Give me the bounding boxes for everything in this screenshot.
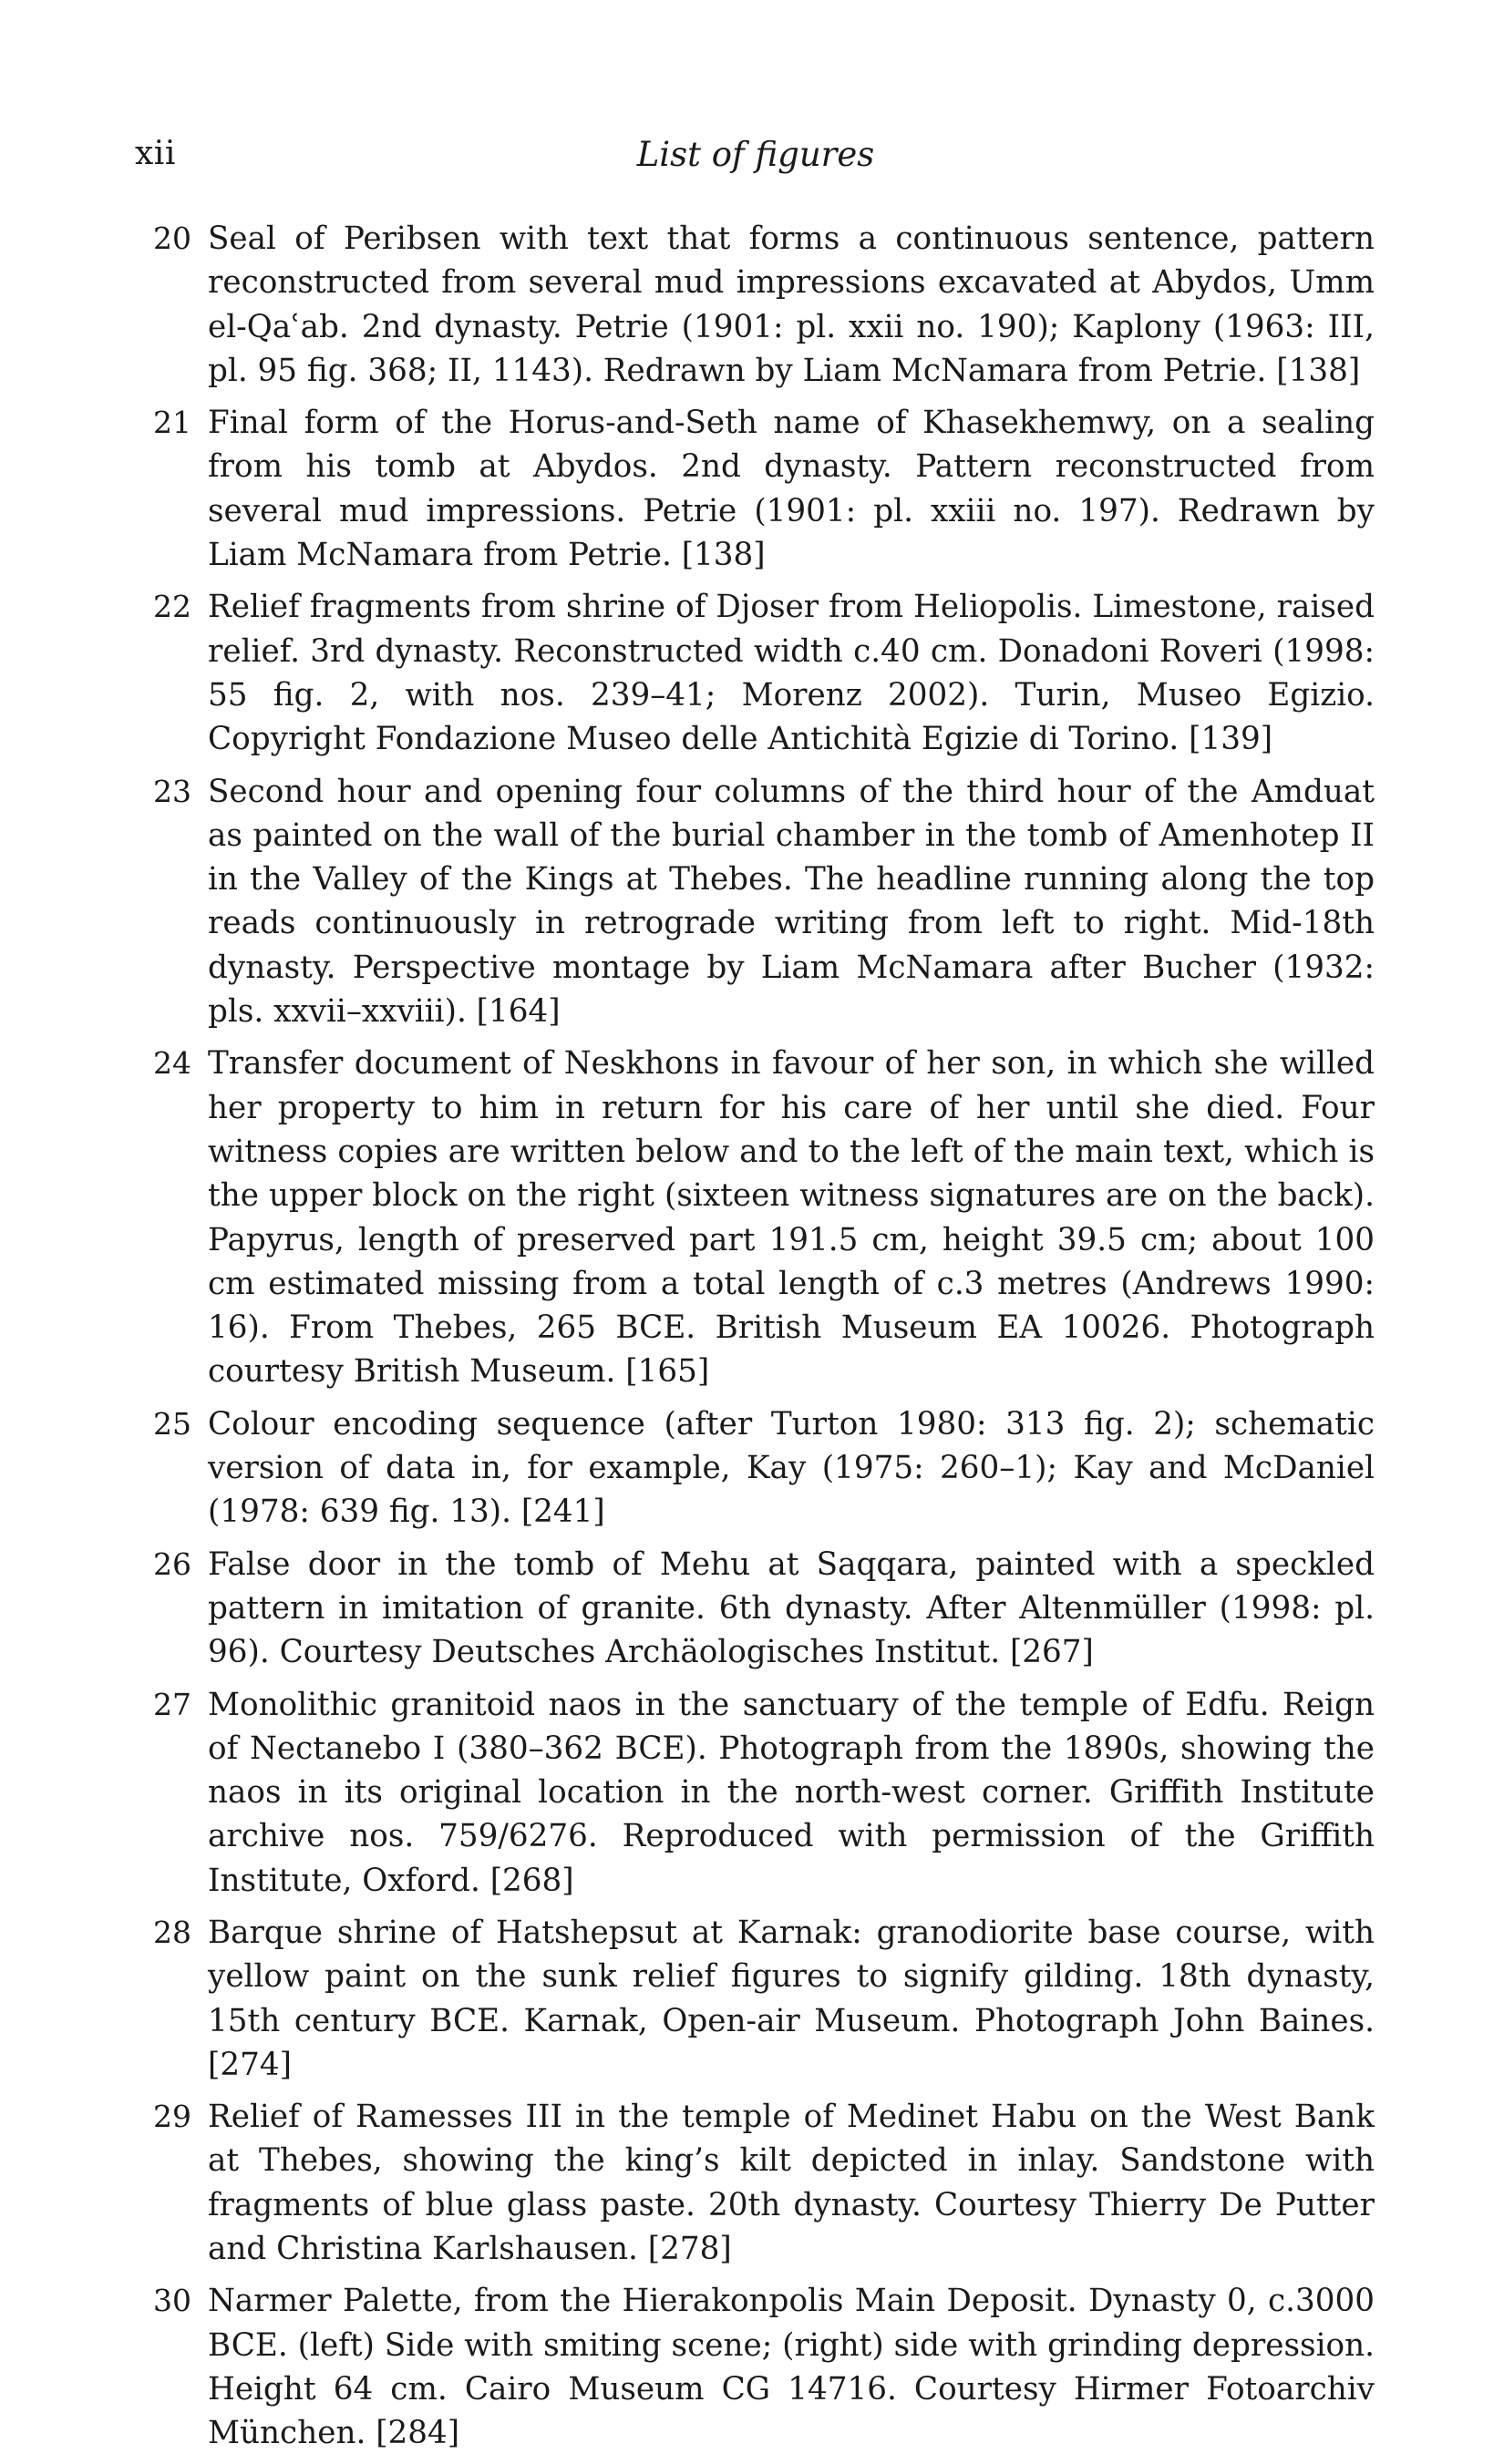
figure-number: 21 [153, 405, 191, 441]
figure-entry-27 [153, 1683, 1375, 1903]
figure-number: 26 [153, 1545, 191, 1582]
figure-number: 20 [153, 221, 191, 256]
figure-number: 25 [153, 1405, 191, 1442]
figure-entry-21 [153, 401, 1375, 577]
figure-number: 29 [153, 2099, 191, 2135]
figure-caption: False door in the tomb of Mehu at Saqqara, painted with a speckled pattern in imitation of granite. 6th dynasty. After Altenmüller (1998: pl. 96). Courtesy Deutsches Archäologisches Institut. [267] [208, 1545, 1375, 1671]
figure-caption: Transfer document of Neskhons in favour of her son, in which she willed her property to him in return for his care of her until she died. Four witness copies are written below and to the left of the main text, which is the upper block on the right (sixteen witness signatures are on the back). Papyrus, length of preserved part 191.5 cm, height 39.5 cm; about 100 cm estimated missing from a total length of c.3 metres (Andrews 1990: 16). From Thebes, 265 BCE. British Museum EA 10026. Photograph courtesy British Museum. [165] [208, 1045, 1375, 1391]
figure-caption: Final form of the Horus-and-Seth name of Khasekhemwy, on a sealing from his tomb at Abydos. 2nd dynasty. Pattern reconstructed from several mud impressions. Petrie (1901: pl. xxiii no. 197). Redrawn by Liam McNamara from Petrie. [138] [208, 405, 1375, 574]
figure-entry-20 [153, 217, 1375, 393]
figure-caption: Relief fragments from shrine of Djoser from Heliopolis. Limestone, raised relief. 3rd dynasty. Reconstructed width c.40 cm. Donadoni Roveri (1998: 55 fig. 2, with nos. 239–41; Morenz 2002). Turin, Museo Egizio. Copyright Fondazione Museo delle Antichità Egizie di Torino. [139] [208, 589, 1375, 758]
figure-caption: Relief of Ramesses III in the temple of Medinet Habu on the West Bank at Thebes, showing the king’s kilt depicted in inlay. Sandstone with fragments of blue glass paste. 20th dynasty. Courtesy Thierry De Putter and Christina Karlshausen. [278] [208, 2099, 1375, 2268]
figure-number: 27 [153, 1686, 191, 1722]
figure-caption: Monolithic granitoid naos in the sanctuary of the temple of Edfu. Reign of Nectanebo I (380–362 BCE). Photograph from the 1890s, showing the naos in its original location in the north-west corner. Griffith Institute archive nos. 759/6276. Reproduced with permission of the Griffith Institute, Oxford. [268] [208, 1686, 1375, 1899]
figure-caption: Second hour and opening four columns of the third hour of the Amduat as painted on the wall of the burial chamber in the tomb of Amenhotep II in the Valley of the Kings at Thebes. The headline running along the top reads continuously in retrograde writing from left to right. Mid-18th dynasty. Perspective montage by Liam McNamara after Bucher (1932: pls. xxvii–xxviii). [164] [208, 773, 1375, 1031]
figure-number: 24 [153, 1045, 191, 1082]
figure-number: 22 [153, 589, 191, 625]
running-title: List of figures [636, 135, 875, 174]
figure-entry-24 [153, 1042, 1375, 1393]
figure-number: 28 [153, 1914, 191, 1950]
figure-entry-28 [153, 1911, 1375, 2087]
figure-entry-26 [153, 1543, 1375, 1675]
figure-entry-22 [153, 585, 1375, 761]
figure-number: 23 [153, 773, 191, 809]
figure-list [153, 217, 1375, 2464]
page-header [135, 135, 1376, 180]
figure-number: 30 [153, 2283, 191, 2319]
figure-caption: Narmer Palette, from the Hierakonpolis Main Deposit. Dynasty 0, c.3000 BCE. (left) Side with smiting scene; (right) side with grinding depression. Height 64 cm. Cairo Museum CG 14716. Courtesy Hirmer Fotoarchiv München. [284] [208, 2283, 1375, 2452]
figure-entry-30 [153, 2279, 1375, 2455]
figure-entry-29 [153, 2095, 1375, 2271]
figure-caption: Barque shrine of Hatshepsut at Karnak: granodiorite base course, with yellow paint on the sunk relief figures to signify gilding. 18th dynasty, 15th century BCE. Karnak, Open-air Museum. Photograph John Baines. [274] [208, 1914, 1375, 2083]
figure-caption: Colour encoding sequence (after Turton 1980: 313 fig. 2); schematic version of data in, for example, Kay (1975: 260–1); Kay and McDaniel (1978: 639 fig. 13). [241] [208, 1405, 1375, 1531]
figure-entry-25 [153, 1402, 1375, 1535]
page-number: xii [135, 135, 176, 172]
figure-entry-23 [153, 770, 1375, 1034]
figure-caption: Seal of Peribsen with text that forms a continuous sentence, pattern reconstructed from several mud impressions excavated at Abydos, Umm el-Qaʿab. 2nd dynasty. Petrie (1901: pl. xxii no. 190); Kaplony (1963: III, pl. 95 fig. 368; II, 1143). Redrawn by Liam McNamara from Petrie. [138] [208, 221, 1375, 389]
